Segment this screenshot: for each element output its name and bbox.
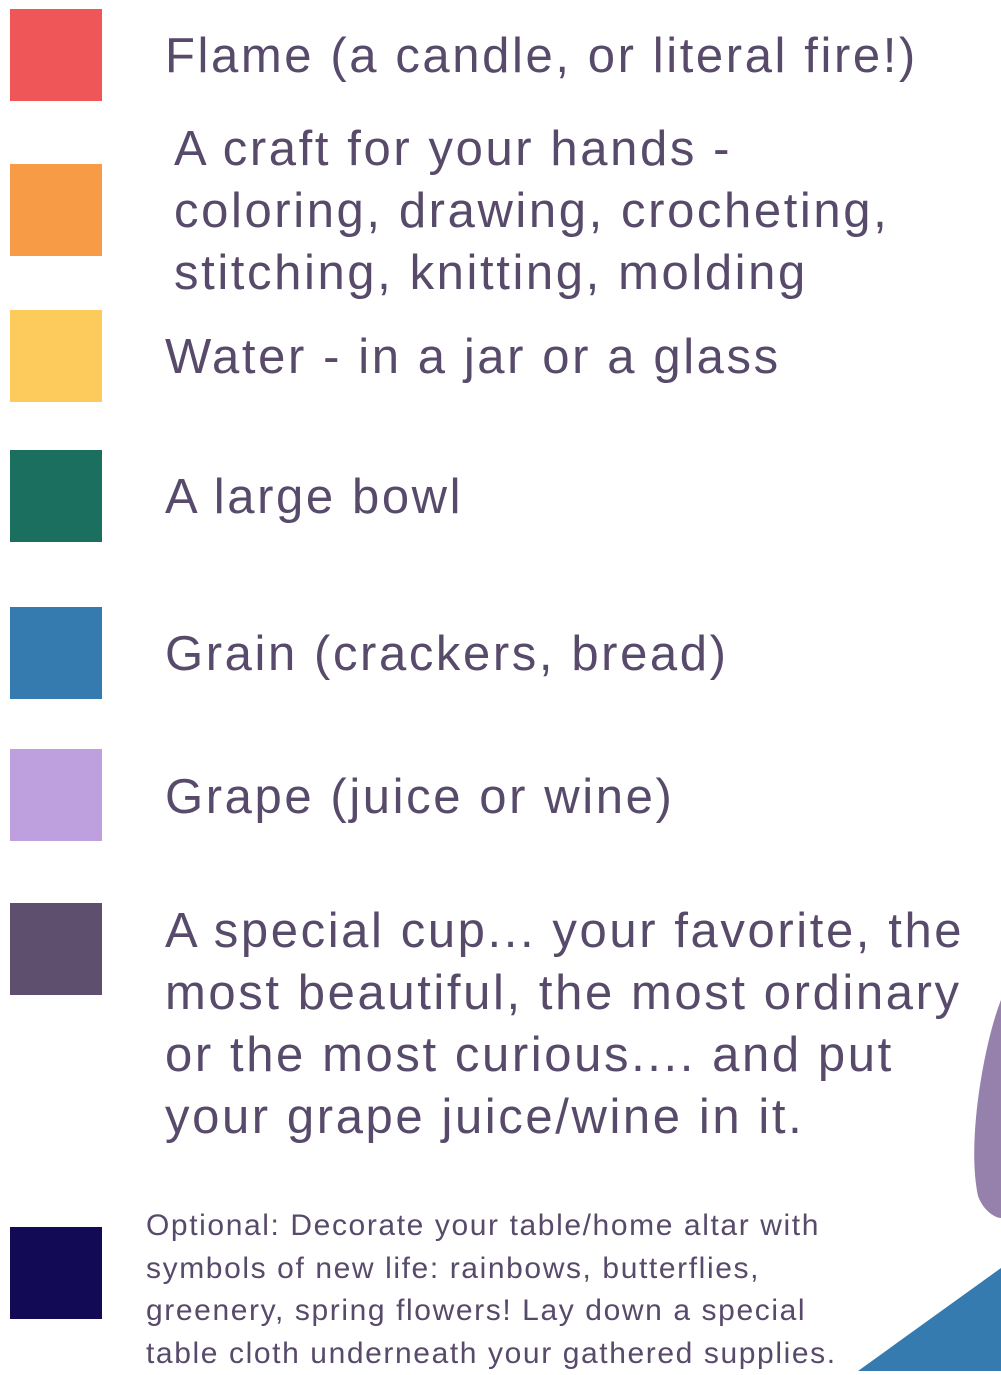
swatch-optional (10, 1227, 102, 1319)
item-flame: Flame (a candle, or literal fire!) (165, 29, 918, 83)
purple-shape (974, 1000, 1001, 1218)
blue-shape (858, 1268, 1001, 1371)
item-cup: A special cup... your favorite, the most beautiful, the most ordinary or the most curious.... and put your grape juice/wine in it. (165, 904, 965, 1144)
swatch-grain (10, 607, 102, 699)
swatch-bowl (10, 450, 102, 542)
swatch-flame (10, 9, 102, 101)
item-water: Water - in a jar or a glass (165, 330, 781, 384)
item-grain: Grain (crackers, bread) (165, 627, 729, 681)
swatch-water (10, 310, 102, 402)
swatch-grape (10, 749, 102, 841)
item-grape: Grape (juice or wine) (165, 770, 675, 824)
item-bowl: A large bowl (165, 470, 464, 524)
swatch-cup (10, 903, 102, 995)
swatch-craft (10, 164, 102, 256)
item-craft: A craft for your hands - coloring, drawing, crocheting, stitching, knitting, molding (174, 122, 890, 300)
item-optional: Optional: Decorate your table/home altar with symbols of new life: rainbows, butterflies, greenery, spring flowers! Lay down a special table cloth underneath your gathered supplies. (146, 1209, 837, 1370)
